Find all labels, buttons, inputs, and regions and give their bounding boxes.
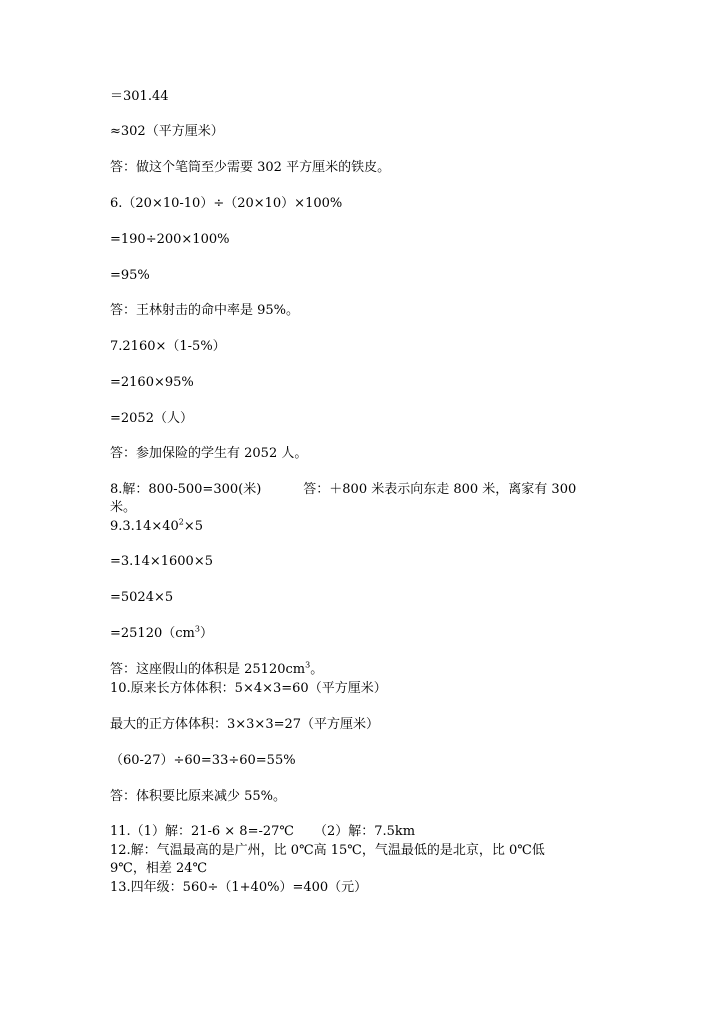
question-8-answer: 答：＋800 米表示向东走 800 米，离家有 300 [303,482,577,497]
question-8-line [110,481,576,499]
question-8-solution: 8.解：800-500=300(米) [110,482,262,497]
question-11-line [110,823,415,841]
question-11-part-1: 11.（1）解：21-6 × 8=-27℃ [110,824,294,839]
exponent: 3 [305,660,311,670]
question-7-formula: 7.2160×（1-5%） [110,339,226,354]
question-11-part-2: （2）解：7.5km [313,824,416,839]
answer-sentence: 答：做这个笔筒至少需要 302 平方厘米的铁皮。 [110,160,391,175]
answer-sentence: 答：参加保险的学生有 2052 人。 [110,446,308,461]
formula-text: ） [199,626,213,641]
answer-line: ≈302（平方厘米） [110,124,224,139]
question-6-formula: 6.（20×10-10）÷（20×10）×100% [110,196,343,211]
question-13-line: 13.四年级：560÷（1+40%）=400（元） [110,880,368,895]
formula-text: ×5 [183,519,204,534]
answer-line: ＝301.44 [110,89,169,104]
question-9-formula [110,518,203,536]
answer-line: =2052（人） [110,411,193,426]
answer-line: =190÷200×100% [110,232,230,247]
answer-sentence: 答：王林射击的命中率是 95%。 [110,303,300,318]
answer-line: =2160×95% [110,375,194,390]
question-12-line-cont: 9℃，相差 24℃ [110,861,208,876]
answer-line: 最大的正方体体积：3×3×3=27（平方厘米） [110,717,380,732]
answer-line [110,625,213,643]
answer-line: =5024×5 [110,590,174,605]
question-10-formula: 10.原来长方体体积：5×4×3=60（平方厘米） [110,681,387,696]
answer-line: （60-27）÷60=33÷60=55% [110,753,296,768]
answer-sentence: 答：体积要比原来减少 55%。 [110,789,287,804]
answer-line: =95% [110,268,150,283]
answer-text: 答：这座假山的体积是 25120cm [110,662,306,677]
formula-text: =25120（cm [110,626,195,641]
answer-line: =3.14×1600×5 [110,554,213,569]
question-8-answer-cont: 米。 [110,500,137,515]
formula-text: 9.3.14×40 [110,519,179,534]
exponent: 2 [178,517,184,527]
answer-sentence [110,661,323,679]
question-12-line: 12.解：气温最高的是广州，比 0℃高 15℃，气温最低的是北京，比 0℃低 [110,843,545,858]
answer-text: 。 [310,662,324,677]
exponent: 3 [194,624,200,634]
